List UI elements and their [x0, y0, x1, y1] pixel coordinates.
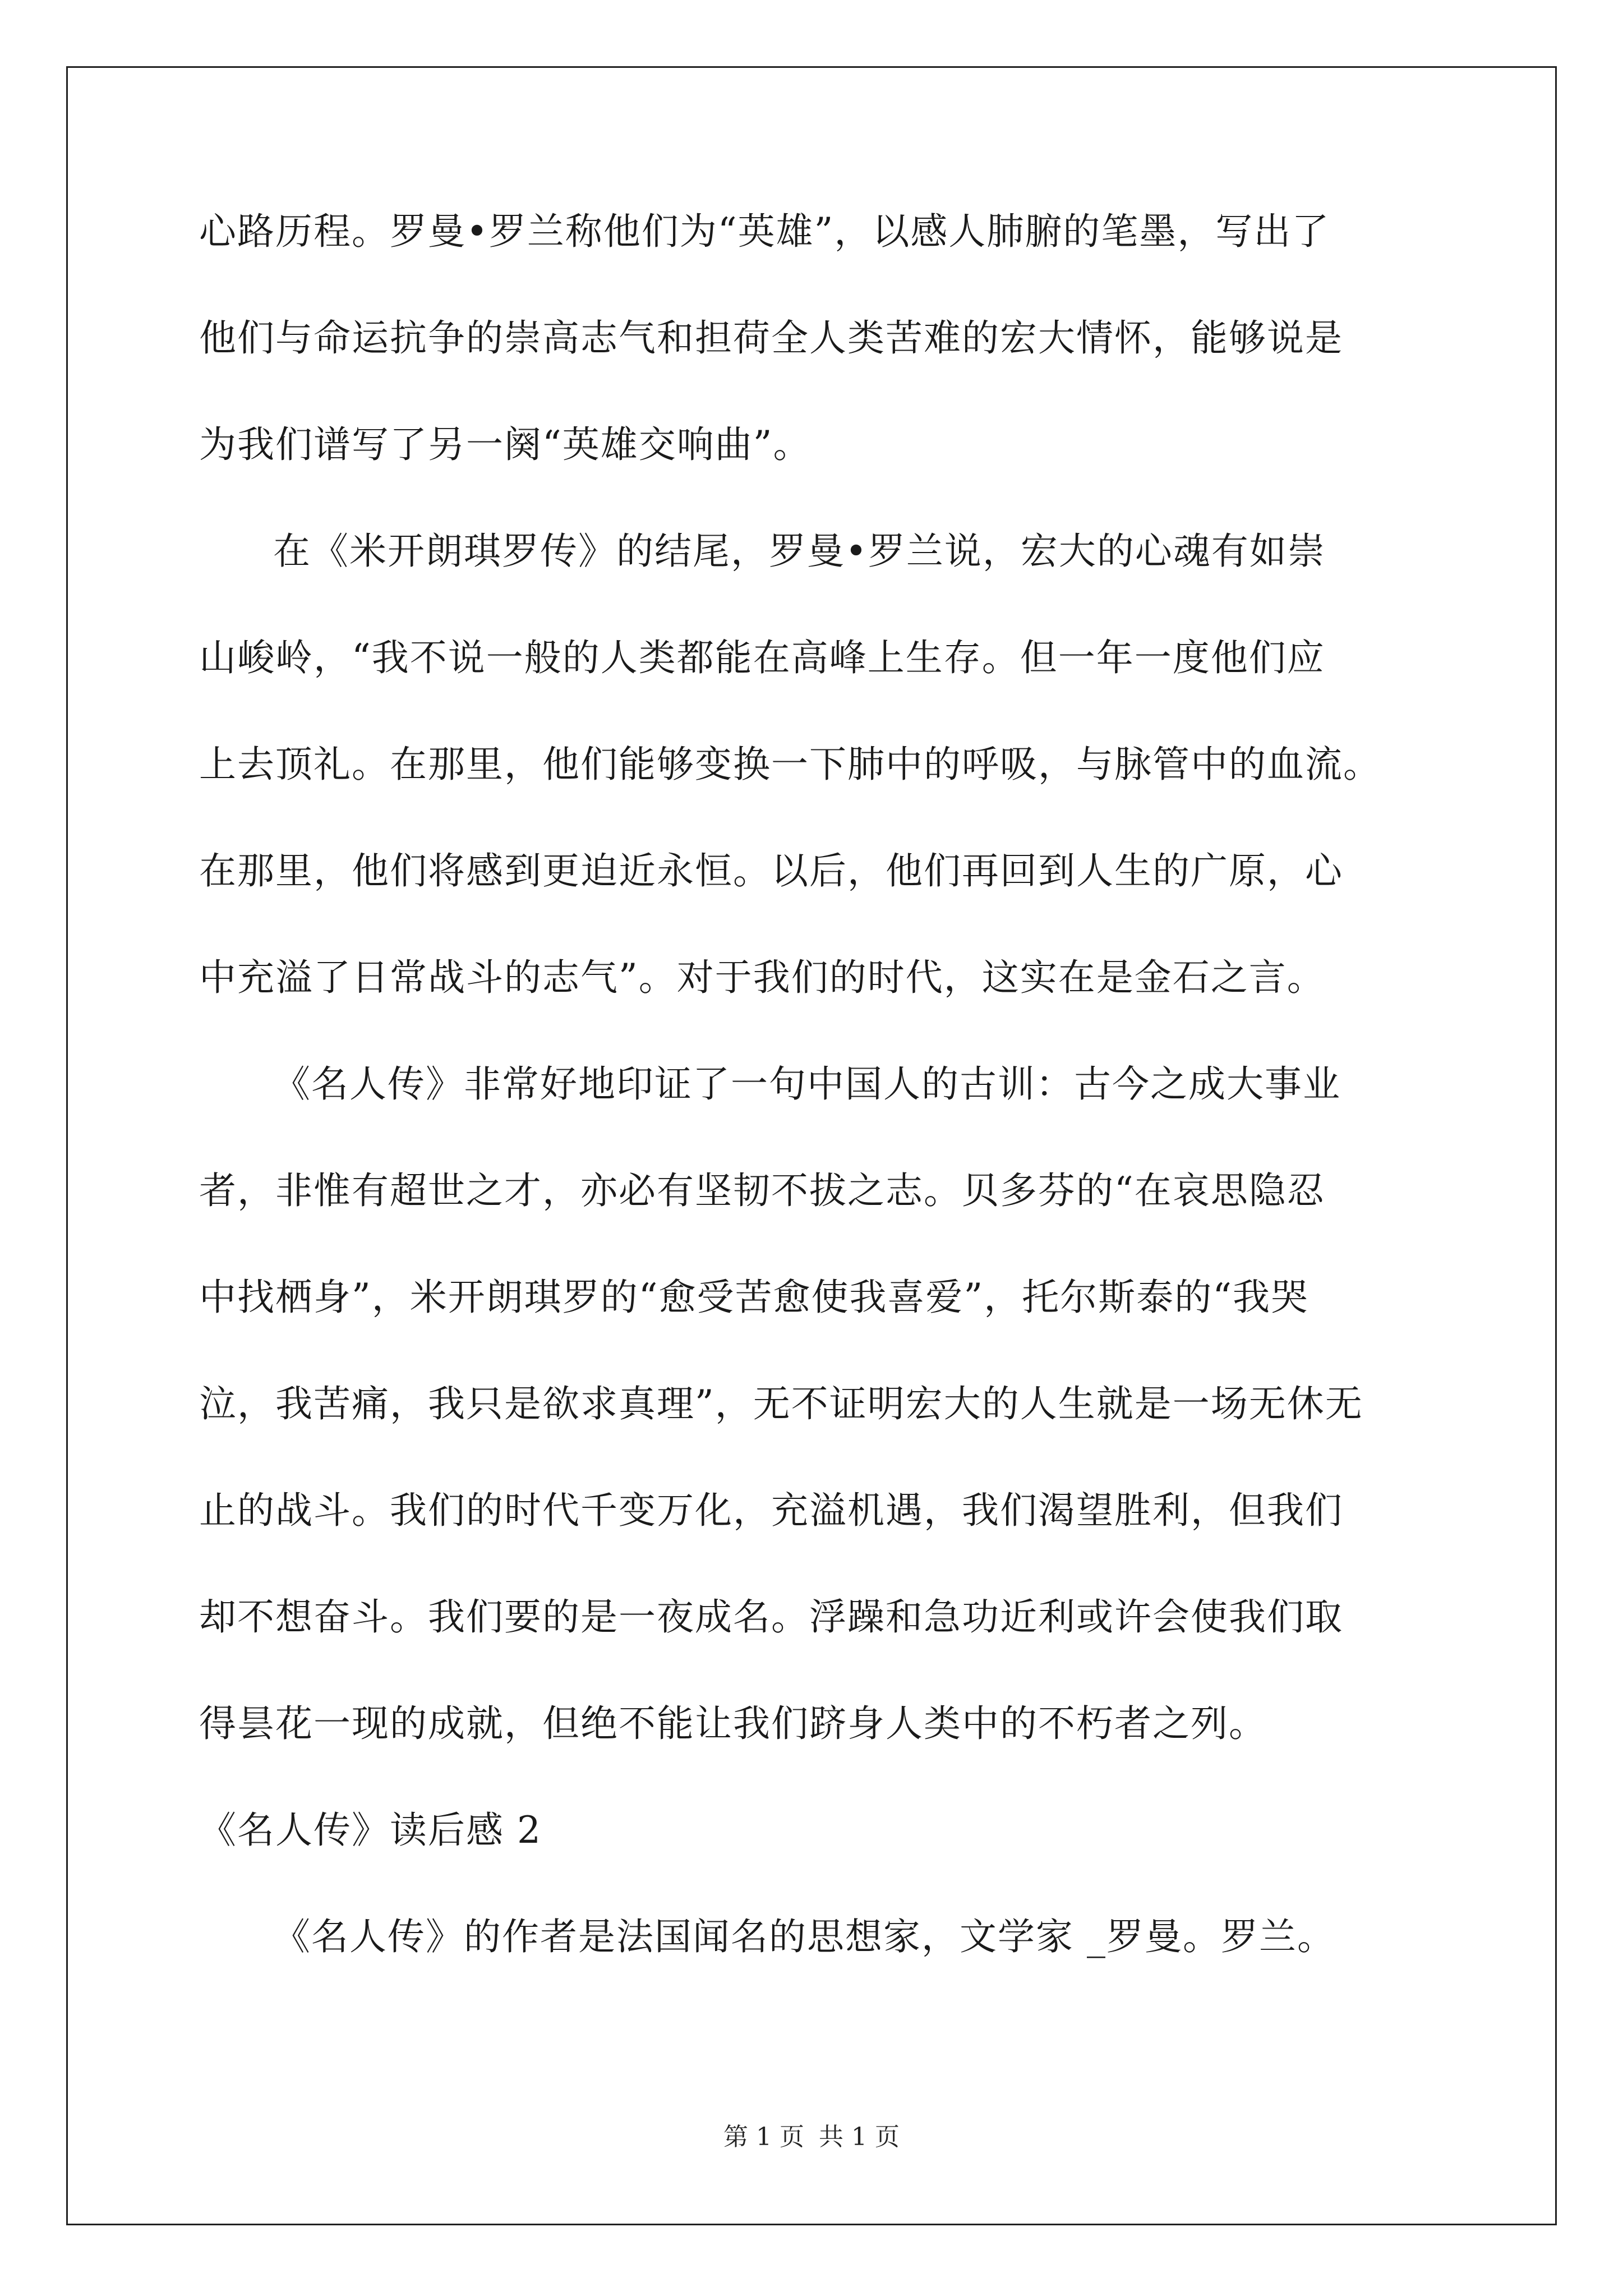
- page-total: 共 1 页: [819, 2123, 900, 2151]
- text-line-11: 中找栖身”，米开朗琪罗的“愈受苦愈使我喜爱”，托尔斯泰的“我哭: [199, 1276, 1309, 1319]
- page-footer: [0, 2125, 1623, 2150]
- text-line-5: 山峻岭，“我不说一般的人类都能在高峰上生存。但一年一度他们应: [199, 636, 1325, 679]
- text-line-9: 《名人传》非常好地印证了一句中国人的古训：古今之成大事业: [273, 1062, 1341, 1106]
- text-line-12: 泣，我苦痛，我只是欲求真理”，无不证明宏大的人生就是一场无休无: [199, 1382, 1363, 1425]
- section-heading: 《名人传》读后感 2: [199, 1809, 542, 1852]
- text-line-8: 中充溢了日常战斗的志气”。对于我们的时代，这实在是金石之言。: [199, 956, 1325, 999]
- text-line-last: 《名人传》的作者是法国闻名的思想家，文学家 _罗曼。罗兰。: [273, 1915, 1335, 1958]
- document-body: [199, 210, 1489, 2025]
- text-line-14: 却不想奋斗。我们要的是一夜成名。浮躁和急功近利或许会使我们取: [199, 1595, 1343, 1639]
- text-line-4: 在《米开朗琪罗传》的结尾，罗曼•罗兰说，宏大的心魂有如崇: [273, 530, 1326, 573]
- text-line-7: 在那里，他们将感到更迫近永恒。以后，他们再回到人生的广原，心: [199, 849, 1343, 892]
- text-line-6: 上去顶礼。在那里，他们能够变换一下肺中的呼吸，与脉管中的血流。: [199, 743, 1381, 786]
- text-line-1: 心路历程。罗曼•罗兰称他们为“英雄”，以感人肺腑的笔墨，写出了: [199, 210, 1330, 253]
- text-line-13: 止的战斗。我们的时代千变万化，充溢机遇，我们渴望胜利，但我们: [199, 1489, 1343, 1532]
- text-line-2: 他们与命运抗争的崇高志气和担荷全人类苦难的宏大情怀，能够说是: [199, 316, 1343, 360]
- text-line-15: 得昙花一现的成就，但绝不能让我们跻身人类中的不朽者之列。: [199, 1702, 1267, 1745]
- page-number: 第 1 页: [723, 2123, 804, 2151]
- text-line-3: 为我们谱写了另一阕“英雄交响曲”。: [199, 423, 811, 466]
- text-line-10: 者，非惟有超世之才，亦必有坚韧不拔之志。贝多芬的“在哀思隐忍: [199, 1169, 1325, 1212]
